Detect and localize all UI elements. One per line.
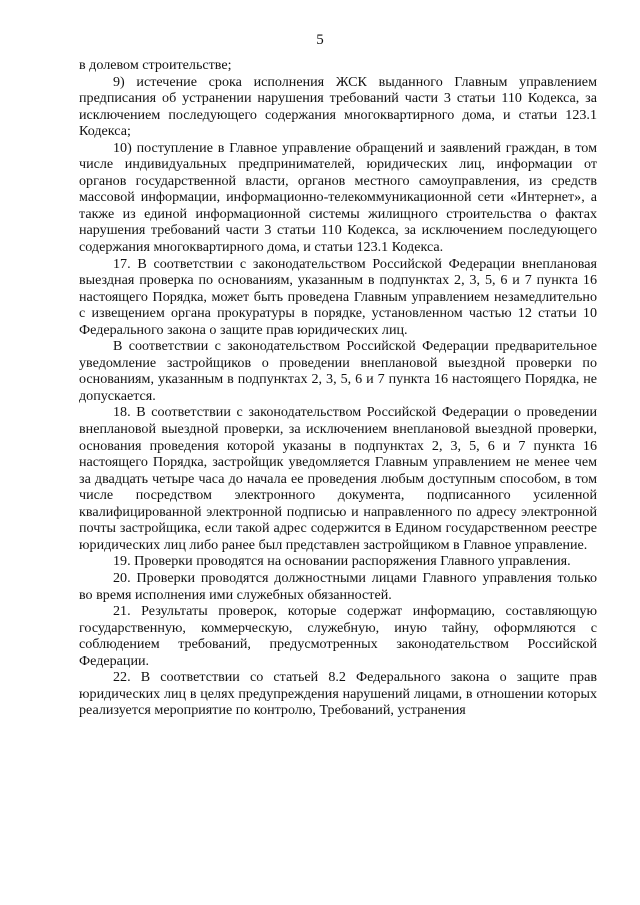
paragraph-clause-18: 18. В соответствии с законодательством Российской Федерации о проведении внеплановой выездной проверки, за исключением внеплановой выездной проверки, основания проведения которой указаны в подпунктах 2, 3, 5, 6 и 7 пункта 16 настоящего Порядка, застройщик уведомляется Главным управлением не менее чем за двадцать четыре часа до начала ее проведения любым доступным способом, в том числе посредством электронного документа, подписанного усиленной квалифицированной электронной подписью и направленного по адресу электронной почты застройщика, если такой адрес содержится в Едином государственном реестре юридических лиц либо ранее был представлен застройщиком в Главное управление.	[79, 404, 597, 553]
paragraph-clause-17: 17. В соответствии с законодательством Российской Федерации внеплановая выездная проверка по основаниям, указанным в подпунктах 2, 3, 5, 6 и 7 пункта 16 настоящего Порядка, может быть проведена Главным управлением незамедлительно с извещением органа прокуратуры в порядке, установленном частью 12 статьи 10 Федерального закона о защите прав юридических лиц.	[79, 255, 597, 338]
paragraph-continuation: в долевом строительстве;	[79, 57, 232, 73]
paragraph-clause-19: 19. Проверки проводятся на основании распоряжения Главного управления.	[113, 553, 571, 570]
paragraph-clause-17-notice: В соответствии с законодательством Российской Федерации предварительное уведомление застройщиков о проведении внеплановой выездной проверки по основаниям, указанным в подпунктах 2, 3, 5, 6 и 7 пункта 16 настоящего Порядка, не допускается.	[79, 338, 597, 404]
document-body	[79, 57, 597, 719]
paragraph-item-9: 9) истечение срока исполнения ЖСК выданного Главным управлением предписания об устранении нарушения требований части 3 статьи 110 Кодекса, за исключением последующего содержания многоквартирного дома, и статьи 123.1 Кодекса;	[79, 73, 597, 140]
paragraph-item-10: 10) поступление в Главное управление обращений и заявлений граждан, в том числе индивидуальных предпринимателей, юридических лиц, информации от органов государственной власти, органов местного самоуправления, из средств массовой информации, информационно-телекоммуникационной сети «Интернет», а также из единой информационной системы жилищного строительства о фактах нарушения требований части 3 статьи 110 Кодекса, за исключением последующего содержания многоквартирного дома, и статьи 123.1 Кодекса.	[79, 139, 597, 256]
paragraph-clause-21: 21. Результаты проверок, которые содержат информацию, составляющую государственную, коммерческую, служебную, иную тайну, оформляются с соблюдением требований, предусмотренных законодательством Российской Федерации.	[79, 603, 597, 669]
paragraph-clause-22: 22. В соответствии со статьей 8.2 Федерального закона о защите прав юридических лиц в целях предупреждения нарушений лицами, в отношении которых реализуется мероприятие по контролю, Требований, устранения	[79, 669, 597, 719]
page-number: 5	[316, 32, 324, 48]
paragraph-clause-20: 20. Проверки проводятся должностными лицами Главного управления только во время исполнения ими служебных обязанностей.	[79, 569, 597, 603]
